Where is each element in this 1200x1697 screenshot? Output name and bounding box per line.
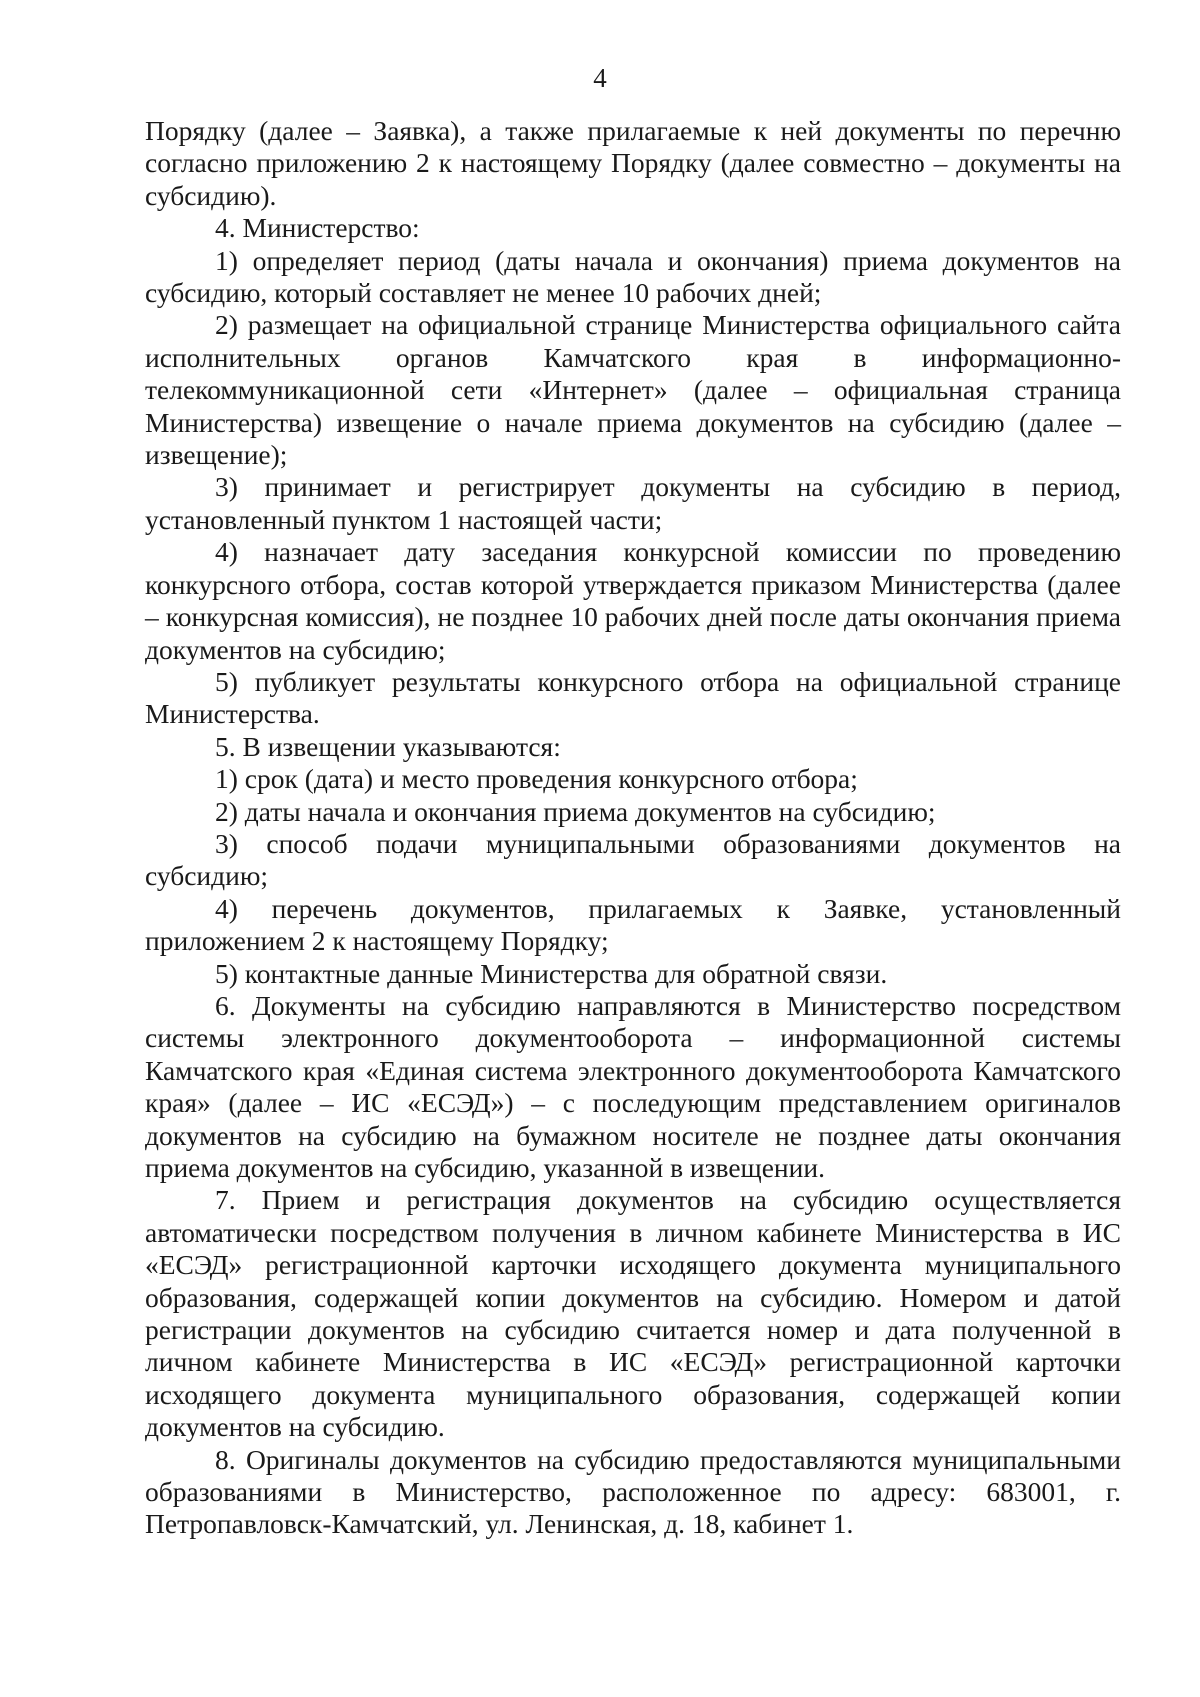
paragraph-item-7: 7. Прием и регистрация документов на субсидию осуществляется автоматически посредством получения в личном кабинете Министерства в ИС «ЕСЭД» регистрационной карточки исходящего документа муниципального образования, содержащей копии документов на субсидию. Номером и датой регистрации документов на субсидию считается номер и дата полученной в личном кабинете Министерства в ИС «ЕСЭД» регистрационной карточки исходящего документа муниципального образования, содержащей копии документов на субсидию. — [145, 1184, 1121, 1443]
paragraph-item-4-heading: 4. Министерство: — [215, 212, 420, 244]
paragraph-item-5-1: 1) срок (дата) и место проведения конкурсного отбора; — [215, 763, 858, 795]
paragraph-item-4-2: 2) размещает на официальной странице Министерства официального сайта исполнительных органов Камчатского края в информационно-телекоммуникационной сети «Интернет» (далее – официальная страница Министерства) извещение о начале приема документов на субсидию (далее – извещение); — [145, 309, 1121, 471]
paragraph-continuation: Порядку (далее – Заявка), а также прилагаемые к ней документы по перечню согласно приложению 2 к настоящему Порядку (далее совместно – документы на субсидию). — [145, 115, 1121, 211]
paragraph-item-5-5: 5) контактные данные Министерства для обратной связи. — [215, 957, 888, 989]
document-body — [145, 115, 1121, 1541]
paragraph-item-4-5: 5) публикует результаты конкурсного отбора на официальной странице Министерства. — [145, 665, 1121, 730]
paragraph-item-8: 8. Оригиналы документов на субсидию предоставляются муниципальными образованиями в Министерство, расположенное по адресу: 683001, г. Петропавловск-Камчатский, ул. Ленинская, д. 18, кабинет 1. — [145, 1443, 1121, 1540]
paragraph-item-5-4: 4) перечень документов, прилагаемых к Заявке, установленный приложением 2 к настоящему Порядку; — [145, 892, 1121, 957]
paragraph-item-4-3: 3) принимает и регистрирует документы на субсидию в период, установленный пунктом 1 настоящей части; — [145, 471, 1121, 535]
paragraph-item-6: 6. Документы на субсидию направляются в Министерство посредством системы электронного документооборота – информационной системы Камчатского края «Единая система электронного документооборота Камчатского края» (далее – ИС «ЕСЭД») – с последующим представлением оригиналов документов на субсидию на бумажном носителе не позднее даты окончания приема документов на субсидию, указанной в извещении. — [145, 989, 1121, 1183]
page-number: 4 — [593, 63, 607, 93]
paragraph-item-4-4: 4) назначает дату заседания конкурсной комиссии по проведению конкурсного отбора, состав которой утверждается приказом Министерства (далее – конкурсная комиссия), не позднее 10 рабочих дней после даты окончания приема документов на субсидию; — [145, 536, 1121, 665]
paragraph-item-5-heading: 5. В извещении указываются: — [215, 730, 561, 762]
paragraph-item-5-2: 2) даты начала и окончания приема документов на субсидию; — [215, 795, 936, 827]
paragraph-item-4-1: 1) определяет период (даты начала и окончания) приема документов на субсидию, который составляет не менее 10 рабочих дней; — [145, 244, 1121, 309]
paragraph-item-5-3: 3) способ подачи муниципальными образованиями документов на субсидию; — [145, 827, 1121, 892]
